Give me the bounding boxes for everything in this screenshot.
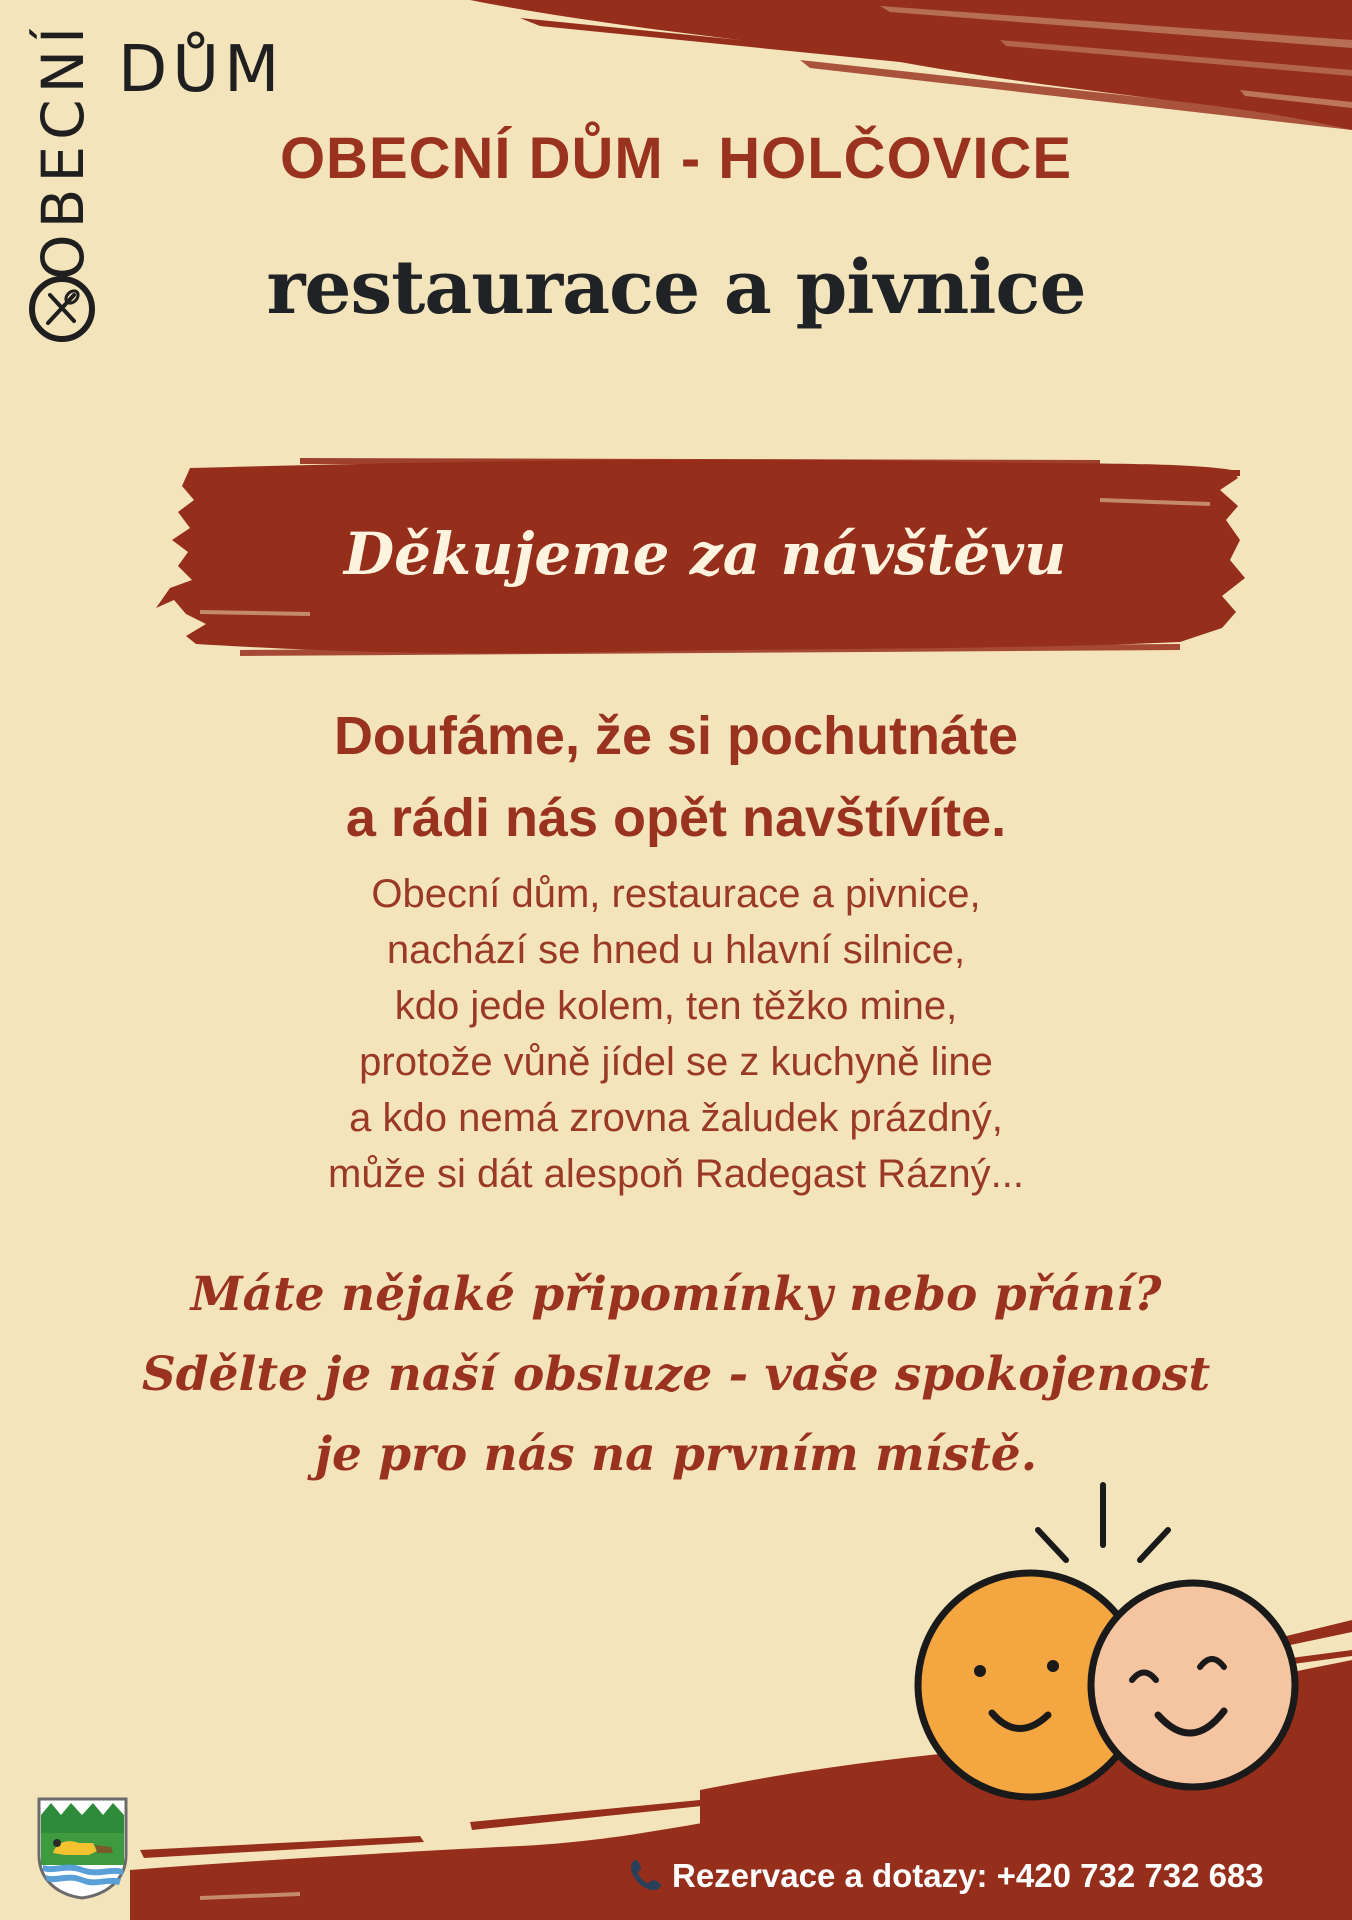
logo-dum-text: DŮM (118, 33, 285, 107)
poem-line: Obecní dům, restaurace a pivnice, (371, 872, 981, 916)
contact-info[interactable] (628, 1857, 1264, 1895)
headline (0, 695, 1352, 859)
closing-line-1: Máte nějaké připomínky nebo přání? (190, 1267, 1162, 1322)
poem (0, 866, 1352, 1202)
poem-line: nachází se hned u hlavní silnice, (386, 928, 966, 972)
page-subtitle: restaurace a pivnice (266, 245, 1086, 331)
closing-line-2: Sdělte je naší obsluze - vaše spokojenost (141, 1347, 1211, 1402)
phone-icon (628, 1857, 664, 1893)
thank-you-banner: Děkujeme za návštěvu (343, 520, 1067, 588)
closing-line-3: je pro nás na prvním místě. (314, 1427, 1038, 1482)
contact-text: Rezervace a dotazy: +420 732 732 683 (672, 1857, 1264, 1894)
page-title: OBECNÍ DŮM - HOLČOVICE (279, 126, 1073, 191)
poem-line: protože vůně jídel se z kuchyně line (359, 1040, 993, 1084)
headline-line-2: a rádi nás opět navštívíte. (345, 788, 1007, 848)
closing-message (0, 1255, 1352, 1495)
poem-line: a kdo nemá zrovna žaludek prázdný, (349, 1096, 1003, 1140)
two-smiley-faces-icon (900, 1475, 1300, 1805)
logo-vertical-text: OBECNÍ (29, 20, 97, 280)
poem-line: kdo jede kolem, ten těžko mine, (394, 984, 958, 1028)
poem-line: může si dát alespoň Radegast Rázný... (328, 1152, 1024, 1196)
coat-of-arms-icon (35, 1795, 130, 1900)
headline-line-1: Doufáme, že si pochutnáte (333, 706, 1019, 766)
